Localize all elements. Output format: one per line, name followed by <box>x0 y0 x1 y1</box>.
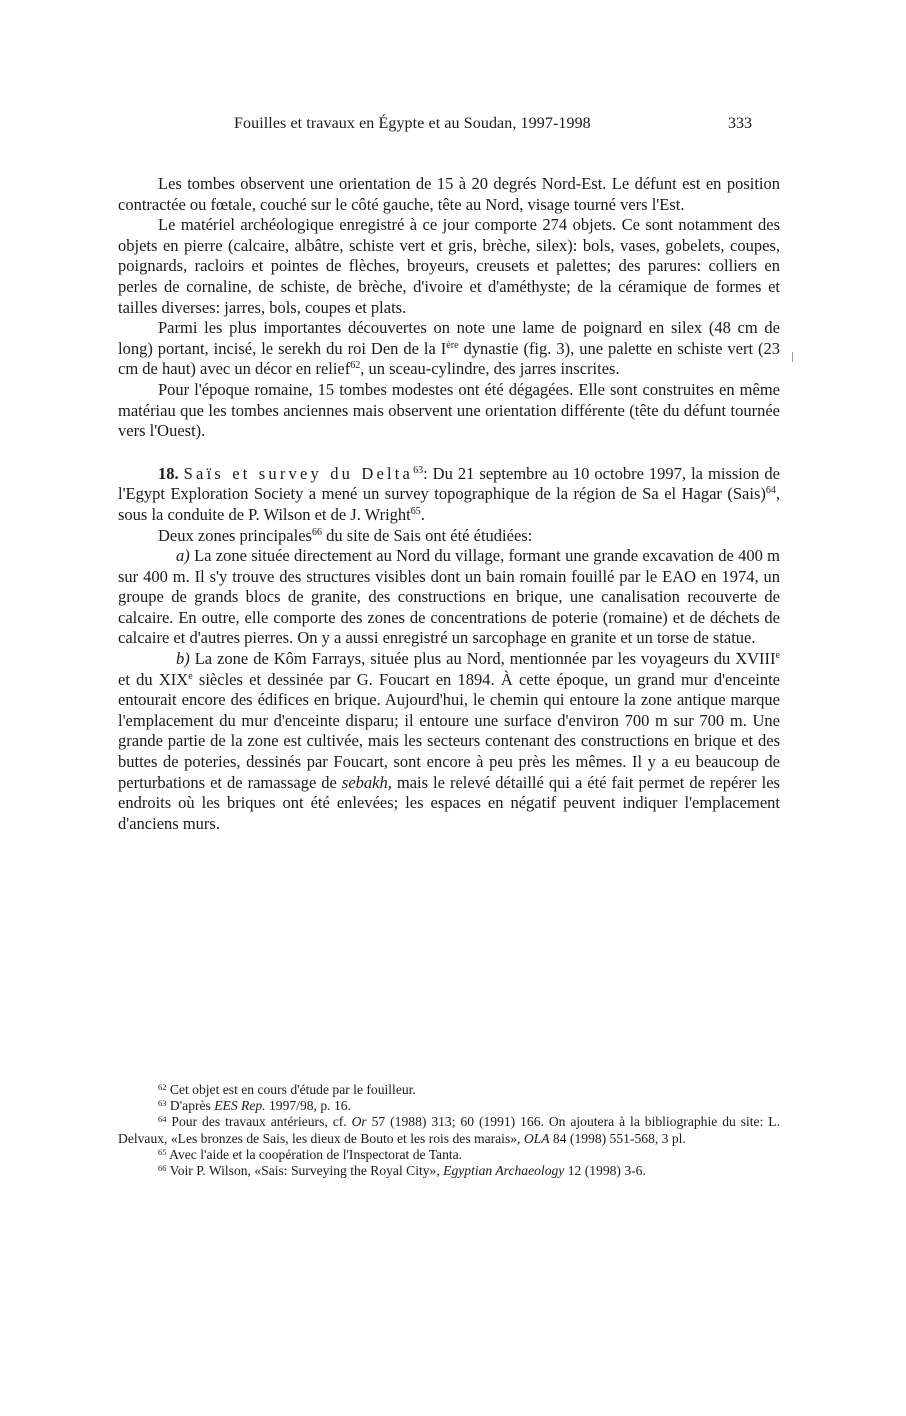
footnote-text: Cet objet est en cours d'étude par le fouilleur. <box>166 1082 416 1097</box>
section-heading-paragraph <box>118 464 780 526</box>
footnote-ref-63[interactable]: 63 <box>413 464 424 476</box>
footnote-text: 12 (1998) 3-6. <box>564 1163 646 1179</box>
footnote-ref-65[interactable]: 65 <box>410 505 421 517</box>
paragraph-text: Les tombes observent une orientation de 15 à 20 degrés Nord-Est. Le défunt est en position contractée ou fœtale, couché sur le côté gauche, tête au Nord, visage tourné vers l'Est. <box>118 174 780 214</box>
footnote-italic: EES Rep. <box>214 1098 266 1114</box>
paragraph-text: La zone de Kôm Farrays, située plus au Nord, mentionnée par les voyageurs du XVIII <box>189 649 776 669</box>
paragraph-zone-a <box>118 546 780 649</box>
footnote-number: 64 <box>158 1114 167 1125</box>
footnote-italic: Or <box>351 1114 367 1130</box>
paragraph-text: dynastie (fig. 3), une palette en schiste vert (23 cm de haut) avec un décor en relief <box>118 338 780 379</box>
footnote-ref-62[interactable]: 62 <box>350 360 361 372</box>
paragraph-tomb-orientation <box>118 174 780 215</box>
footnote-text: D'après <box>166 1098 215 1114</box>
paragraph-text: Parmi les plus importantes découvertes on note une lame de poignard en silex (48 cm de long) portant, incisé, le serekh du roi Den de la I <box>118 318 780 358</box>
footnote-text: 1997/98, p. 16. <box>265 1098 351 1114</box>
footnote-62 <box>118 1082 780 1098</box>
margin-mark <box>792 352 793 362</box>
footnote-text: 57 (1988) 313; 60 (1991) 166. On ajoutera à la bibliographie du site: L. Delvaux, «Les bronzes de Sais, les dieux de Bouto et les rois des marais», <box>118 1114 780 1146</box>
paragraph-text: , un sceau-cylindre, des jarres inscrites. <box>360 359 620 379</box>
paragraph-text: , sous la conduite de P. Wilson et de J. Wright <box>118 484 780 524</box>
paragraph-text: . <box>420 504 425 524</box>
paragraph-two-zones <box>118 526 780 547</box>
footnotes <box>118 1082 780 1179</box>
running-title: Fouilles et travaux en Égypte et au Soudan, 1997-1998 <box>234 115 591 132</box>
footnote-text: Voir P. Wilson, «Sais: Surveying the Royal City», <box>166 1163 444 1179</box>
footnote-ref-66[interactable]: 66 <box>311 526 322 538</box>
superscript: e <box>188 670 193 682</box>
paragraph-text: du site de Sais ont été étudiées: <box>321 525 533 545</box>
paragraph-text: Le matériel archéologique enregistré à ce jour comporte 274 objets. Ce sont notamment des objets en pierre (calcaire, albâtre, schiste vert et gris, brèche, silex): bols, vases, gobelets, coupes, poignards, racloirs et pointes de flèches, broyeurs, creusets et palettes; des parures: colliers en perles de cornaline, de schiste, de brèche, d'ivoire et d'améthyste; de la céramique de formes et tailles diverses: jarres, bols, coupes et plats. <box>118 215 780 317</box>
footnote-63 <box>118 1098 780 1114</box>
page <box>118 112 780 834</box>
section-18 <box>118 464 780 835</box>
footnote-text: 84 (1998) 551-568, 3 pl. <box>549 1130 686 1146</box>
footnote-number: 66 <box>158 1163 167 1174</box>
footnote-64 <box>118 1114 780 1146</box>
paragraph-material <box>118 215 780 318</box>
page-number: 333 <box>728 115 752 132</box>
footnote-text: Avec l'aide et la coopération de l'Inspectorat de Tanta. <box>166 1146 463 1162</box>
paragraph-text: et du XIX <box>118 669 189 689</box>
footnote-text: Pour des travaux antérieurs, cf. <box>166 1114 352 1130</box>
paragraph-text: Deux zones principales <box>158 525 312 545</box>
footnote-italic: OLA <box>523 1130 550 1146</box>
footnote-italic: Egyptian Archaeology <box>443 1163 565 1179</box>
main-text <box>118 174 780 834</box>
paragraph-text: : Du 21 septembre au 10 octobre 1997, la mission de l'Egypt Exploration Society a mené un survey topographique de la région de Sa el Hagar (Sais) <box>118 463 781 504</box>
footnote-ref-64[interactable]: 64 <box>765 485 776 497</box>
paragraph-discoveries <box>118 318 780 380</box>
superscript: ère <box>446 339 459 351</box>
paragraph-roman-period <box>118 380 780 442</box>
footnote-65 <box>118 1147 780 1163</box>
footnote-66 <box>118 1163 780 1179</box>
section-title: Saïs et survey du Delta <box>183 463 414 483</box>
item-label: a) <box>176 546 190 566</box>
paragraph-zone-b <box>118 649 780 834</box>
paragraph-text: Pour l'époque romaine, 15 tombes modestes ont été dégagées. Elle sont construites en même matériau que les tombes anciennes mais observent une orientation différente (tête du défunt tournée vers l'Ouest). <box>118 379 780 441</box>
paragraph-text: La zone située directement au Nord du village, formant une grande excavation de 400 m sur 400 m. Il s'y trouve des structures visibles dont un bain romain fouillé par le EAO en 1974, un groupe de grands blocs de granite, des constructions en brique, une canalisation recouverte de calcaire. En outre, elle comporte des zones de concentrations de poterie (romaine) et de déchets de calcaire et d'autres pierres. On y a aussi enregistré un sarcophage en granite et un torse de statue. <box>118 546 780 648</box>
footnote-number: 63 <box>158 1098 167 1109</box>
running-header <box>118 112 780 136</box>
footnote-number: 65 <box>158 1146 167 1157</box>
italic-term: sebakh <box>341 772 388 792</box>
item-label: b) <box>176 649 190 669</box>
section-number: 18. <box>158 463 179 483</box>
superscript: e <box>775 650 780 662</box>
paragraph-text: , mais le relevé détaillé qui a été fait permet de repérer les endroits où les briques ont été enlevées; les espaces en négatif peuvent indiquer l'emplacement d'anciens murs. <box>118 772 780 833</box>
paragraph-text: siècles et dessinée par G. Foucart en 1894. À cette époque, un grand mur d'enceinte entourait encore des édifices en brique. Aujourd'hui, le chemin qui entoure la zone antique marque l'emplacement du mur d'enceinte disparu; il entoure une surface d'environ 700 m sur 700 m. Une grande partie de la zone est cultivée, mais les secteurs contenant des constructions en brique et des buttes de poteries, dessinés par Foucart, sont encore à peu près les mêmes. Il y a eu beaucoup de perturbations et de ramassage de <box>118 669 781 792</box>
footnote-number: 62 <box>158 1082 167 1092</box>
